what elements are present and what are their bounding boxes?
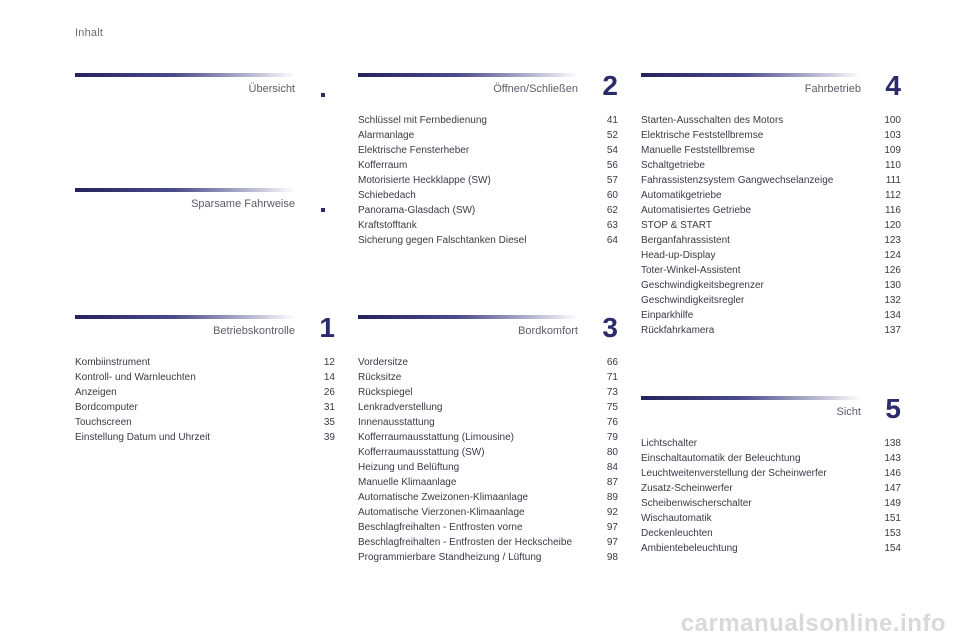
toc-entry[interactable] bbox=[75, 355, 335, 370]
toc-entry-title: Touchscreen bbox=[75, 417, 132, 428]
toc-entry-page: 64 bbox=[606, 235, 618, 246]
toc-entry-page: 84 bbox=[606, 462, 618, 473]
toc-entry-page: 147 bbox=[884, 483, 901, 494]
toc-entry[interactable] bbox=[358, 113, 618, 128]
toc-entry[interactable] bbox=[358, 158, 618, 173]
toc-entry-title: Berganfahrassistent bbox=[641, 235, 730, 246]
toc-entry-page: 110 bbox=[885, 160, 901, 171]
section-title[interactable]: Fahrbetrieb bbox=[804, 83, 861, 95]
toc-entry[interactable] bbox=[641, 496, 901, 511]
toc-entry[interactable] bbox=[641, 233, 901, 248]
section-header bbox=[75, 73, 335, 113]
toc-entry[interactable] bbox=[358, 475, 618, 490]
toc-entry-title: Rückfahrkamera bbox=[641, 325, 715, 336]
toc-entry[interactable] bbox=[641, 308, 901, 323]
toc-entry[interactable] bbox=[358, 355, 618, 370]
toc-entry-page: 109 bbox=[884, 145, 901, 156]
toc-entry-title: Motorisierte Heckklappe (SW) bbox=[358, 175, 491, 186]
toc-entry-page: 153 bbox=[884, 528, 901, 539]
toc-entry-page: 73 bbox=[606, 387, 618, 398]
toc-entry-title: Automatisiertes Getriebe bbox=[641, 205, 752, 216]
toc-entry-page: 41 bbox=[606, 115, 618, 126]
toc-entry[interactable] bbox=[641, 113, 901, 128]
toc-entry-title: Wischautomatik bbox=[641, 513, 712, 524]
toc-entry[interactable] bbox=[641, 541, 901, 556]
toc-entry[interactable] bbox=[641, 158, 901, 173]
toc-entry-page: 134 bbox=[884, 310, 901, 321]
toc-entry-page: 75 bbox=[606, 402, 618, 413]
toc-entry[interactable] bbox=[641, 173, 901, 188]
toc-entry[interactable] bbox=[358, 385, 618, 400]
toc-entry[interactable] bbox=[75, 430, 335, 445]
toc-entry-page: 31 bbox=[323, 402, 335, 413]
toc-entry-page: 111 bbox=[885, 175, 901, 186]
toc-entry-page: 92 bbox=[606, 507, 618, 518]
section-title[interactable]: Bordkomfort bbox=[518, 325, 578, 337]
toc-entry[interactable] bbox=[358, 128, 618, 143]
section-sicht bbox=[641, 393, 901, 556]
toc-entry-title: Panorama-Glasdach (SW) bbox=[358, 205, 476, 216]
toc-entry-page: 54 bbox=[606, 145, 618, 156]
toc-entry[interactable] bbox=[358, 415, 618, 430]
toc-entry-page: 116 bbox=[885, 205, 901, 216]
section-oeffnen-schliessen bbox=[358, 70, 618, 248]
toc-entry[interactable] bbox=[641, 248, 901, 263]
toc-entry[interactable] bbox=[358, 188, 618, 203]
toc-entry-page: 62 bbox=[606, 205, 618, 216]
toc-entry-page: 123 bbox=[884, 235, 901, 246]
toc-entry[interactable] bbox=[358, 430, 618, 445]
toc-entry-title: Kombiinstrument bbox=[75, 357, 151, 368]
toc-entry[interactable] bbox=[358, 203, 618, 218]
toc-entry-page: 120 bbox=[884, 220, 901, 231]
toc-entry[interactable] bbox=[641, 128, 901, 143]
toc-entry[interactable] bbox=[358, 460, 618, 475]
toc-entry-title: Automatische Vierzonen-Klimaanlage bbox=[358, 507, 525, 518]
section-bar bbox=[641, 73, 861, 77]
toc-entry[interactable] bbox=[641, 203, 901, 218]
section-betriebskontrolle bbox=[75, 312, 335, 445]
toc-entry-page: 97 bbox=[606, 537, 618, 548]
toc-entry-title: Kofferraum bbox=[358, 160, 408, 171]
toc-entry-page: 137 bbox=[884, 325, 901, 336]
section-title[interactable]: Öffnen/Schließen bbox=[493, 83, 578, 95]
toc-entry-title: Lenkradverstellung bbox=[358, 402, 443, 413]
section-uebersicht bbox=[75, 73, 335, 113]
toc-entry-page: 26 bbox=[323, 387, 335, 398]
toc-entry[interactable] bbox=[641, 278, 901, 293]
toc-entry-page: 66 bbox=[606, 357, 618, 368]
toc-entry-title: Schaltgetriebe bbox=[641, 160, 705, 171]
toc-entry[interactable] bbox=[641, 218, 901, 233]
toc-list bbox=[358, 113, 618, 248]
toc-entry-page: 154 bbox=[884, 543, 901, 554]
section-bar bbox=[358, 315, 578, 319]
toc-entry[interactable] bbox=[358, 550, 618, 565]
toc-entry[interactable] bbox=[358, 173, 618, 188]
toc-entry[interactable] bbox=[358, 218, 618, 233]
toc-list bbox=[641, 113, 901, 338]
toc-entry[interactable] bbox=[641, 263, 901, 278]
toc-entry-title: Sicherung gegen Falschtanken Diesel bbox=[358, 235, 527, 246]
section-header bbox=[358, 70, 618, 113]
toc-entry-page: 138 bbox=[884, 438, 901, 449]
toc-entry[interactable] bbox=[358, 233, 618, 248]
toc-entry-title: Rücksitze bbox=[358, 372, 402, 383]
section-header bbox=[641, 393, 901, 436]
toc-entry[interactable] bbox=[358, 400, 618, 415]
toc-entry-title: Schiebedach bbox=[358, 190, 416, 201]
toc-entry-page: 52 bbox=[606, 130, 618, 141]
toc-entry-title: Beschlagfreihalten - Entfrosten der Heckscheibe bbox=[358, 537, 573, 548]
watermark: carmanualsonline.info bbox=[680, 610, 946, 637]
toc-entry[interactable] bbox=[358, 490, 618, 505]
toc-entry-title: Starten-Ausschalten des Motors bbox=[641, 115, 784, 126]
section-marker bbox=[321, 208, 325, 212]
toc-entry-title: Anzeigen bbox=[75, 387, 117, 398]
toc-entry-page: 87 bbox=[606, 477, 618, 488]
section-number: 4 bbox=[885, 70, 901, 101]
toc-entry[interactable] bbox=[358, 505, 618, 520]
toc-entry-page: 71 bbox=[606, 372, 618, 383]
toc-entry-page: 98 bbox=[606, 552, 618, 563]
toc-entry-title: Innenausstattung bbox=[358, 417, 435, 428]
section-number: 3 bbox=[602, 312, 618, 343]
toc-entry-title: Einparkhilfe bbox=[641, 310, 694, 321]
section-title[interactable]: Sicht bbox=[836, 406, 861, 418]
toc-entry[interactable] bbox=[641, 293, 901, 308]
toc-entry-title: Zusatz-Scheinwerfer bbox=[641, 483, 733, 494]
section-title[interactable]: Betriebskontrolle bbox=[213, 325, 295, 337]
toc-entry-page: 132 bbox=[884, 295, 901, 306]
section-number: 5 bbox=[885, 393, 901, 424]
section-marker bbox=[321, 93, 325, 97]
toc-entry-page: 97 bbox=[606, 522, 618, 533]
toc-entry-page: 12 bbox=[323, 357, 335, 368]
toc-entry-page: 80 bbox=[606, 447, 618, 458]
section-title[interactable]: Sparsame Fahrweise bbox=[191, 198, 295, 210]
toc-entry-page: 112 bbox=[885, 190, 901, 201]
toc-entry-title: Einschaltautomatik der Beleuchtung bbox=[641, 453, 801, 464]
section-bar bbox=[75, 73, 295, 77]
toc-entry[interactable] bbox=[358, 520, 618, 535]
toc-entry[interactable] bbox=[641, 511, 901, 526]
toc-entry-page: 151 bbox=[884, 513, 901, 524]
toc-entry-title: Beschlagfreihalten - Entfrosten vorne bbox=[358, 522, 523, 533]
toc-entry-title: Geschwindigkeitsbegrenzer bbox=[641, 280, 764, 291]
toc-list bbox=[75, 355, 335, 445]
toc-entry-title: Bordcomputer bbox=[75, 402, 138, 413]
section-number: 2 bbox=[602, 70, 618, 101]
section-header bbox=[358, 312, 618, 355]
toc-entry[interactable] bbox=[75, 415, 335, 430]
toc-entry-page: 143 bbox=[884, 453, 901, 464]
toc-entry-title: Ambientebeleuchtung bbox=[641, 543, 738, 554]
toc-entry-title: Einstellung Datum und Uhrzeit bbox=[75, 432, 211, 443]
toc-entry-title: Automatische Zweizonen-Klimaanlage bbox=[358, 492, 529, 503]
section-fahrbetrieb bbox=[641, 70, 901, 338]
toc-entry-title: Head-up-Display bbox=[641, 250, 716, 261]
toc-entry-page: 60 bbox=[606, 190, 618, 201]
toc-entry-title: Kofferraumausstattung (SW) bbox=[358, 447, 485, 458]
toc-entry[interactable] bbox=[358, 535, 618, 550]
toc-entry-page: 76 bbox=[606, 417, 618, 428]
toc-list bbox=[358, 355, 618, 565]
toc-entry-title: Programmierbare Standheizung / Lüftung bbox=[358, 552, 542, 563]
toc-entry[interactable] bbox=[641, 481, 901, 496]
page-label: Inhalt bbox=[75, 27, 104, 39]
section-sparsam bbox=[75, 188, 335, 228]
toc-entry-page: 39 bbox=[323, 432, 335, 443]
toc-entry-page: 130 bbox=[884, 280, 901, 291]
toc-entry[interactable] bbox=[641, 143, 901, 158]
toc-entry-title: Toter-Winkel-Assistent bbox=[641, 265, 741, 276]
toc-entry-page: 124 bbox=[884, 250, 901, 261]
toc-list bbox=[641, 436, 901, 556]
toc-entry-page: 35 bbox=[323, 417, 335, 428]
toc-entry-page: 149 bbox=[884, 498, 901, 509]
toc-entry-page: 126 bbox=[884, 265, 901, 276]
toc-entry-title: Fahrassistenzsystem Gangwechselanzeige bbox=[641, 175, 834, 186]
toc-entry[interactable] bbox=[75, 385, 335, 400]
toc-entry-page: 79 bbox=[606, 432, 618, 443]
toc-entry-page: 56 bbox=[606, 160, 618, 171]
toc-entry[interactable] bbox=[641, 526, 901, 541]
toc-entry[interactable] bbox=[75, 400, 335, 415]
toc-entry[interactable] bbox=[641, 466, 901, 481]
toc-entry-title: Alarmanlage bbox=[358, 130, 415, 141]
toc-entry-title: STOP & START bbox=[641, 220, 712, 231]
toc-entry[interactable] bbox=[641, 436, 901, 451]
toc-entry-title: Schlüssel mit Fernbedienung bbox=[358, 115, 487, 126]
toc-entry-title: Manuelle Klimaanlage bbox=[358, 477, 457, 488]
toc-entry-title: Rückspiegel bbox=[358, 387, 413, 398]
section-header bbox=[641, 70, 901, 113]
toc-entry-title: Lichtschalter bbox=[641, 438, 698, 449]
toc-entry-title: Geschwindigkeitsregler bbox=[641, 295, 745, 306]
toc-entry[interactable] bbox=[641, 188, 901, 203]
toc-entry-title: Scheibenwischerschalter bbox=[641, 498, 752, 509]
section-header bbox=[75, 312, 335, 355]
section-header bbox=[75, 188, 335, 228]
toc-entry-title: Kontroll- und Warnleuchten bbox=[75, 372, 196, 383]
toc-entry-title: Leuchtweitenverstellung der Scheinwerfer bbox=[641, 468, 827, 479]
toc-entry-title: Manuelle Feststellbremse bbox=[641, 145, 755, 156]
toc-entry-page: 14 bbox=[323, 372, 335, 383]
toc-entry-title: Kraftstofftank bbox=[358, 220, 417, 231]
toc-entry[interactable] bbox=[358, 445, 618, 460]
toc-entry[interactable] bbox=[641, 323, 901, 338]
section-number: 1 bbox=[319, 312, 335, 343]
toc-entry[interactable] bbox=[75, 370, 335, 385]
toc-entry-title: Automatikgetriebe bbox=[641, 190, 722, 201]
toc-entry-title: Elektrische Fensterheber bbox=[358, 145, 470, 156]
toc-entry-title: Vordersitze bbox=[358, 357, 409, 368]
toc-entry-page: 146 bbox=[884, 468, 901, 479]
toc-entry[interactable] bbox=[358, 370, 618, 385]
toc-entry-title: Heizung und Belüftung bbox=[358, 462, 460, 473]
toc-entry-page: 89 bbox=[606, 492, 618, 503]
toc-entry-page: 57 bbox=[606, 175, 618, 186]
section-title[interactable]: Übersicht bbox=[248, 83, 295, 95]
toc-entry-title: Deckenleuchten bbox=[641, 528, 713, 539]
toc-entry-page: 103 bbox=[884, 130, 901, 141]
toc-entry-page: 100 bbox=[884, 115, 901, 126]
toc-entry[interactable] bbox=[358, 143, 618, 158]
toc-entry-page: 63 bbox=[606, 220, 618, 231]
toc-entry-title: Kofferraumausstattung (Limousine) bbox=[358, 432, 515, 443]
toc-entry-title: Elektrische Feststellbremse bbox=[641, 130, 764, 141]
section-bar bbox=[641, 396, 861, 400]
toc-entry[interactable] bbox=[641, 451, 901, 466]
section-bar bbox=[75, 315, 295, 319]
section-bordkomfort bbox=[358, 312, 618, 565]
section-bar bbox=[358, 73, 578, 77]
section-bar bbox=[75, 188, 295, 192]
